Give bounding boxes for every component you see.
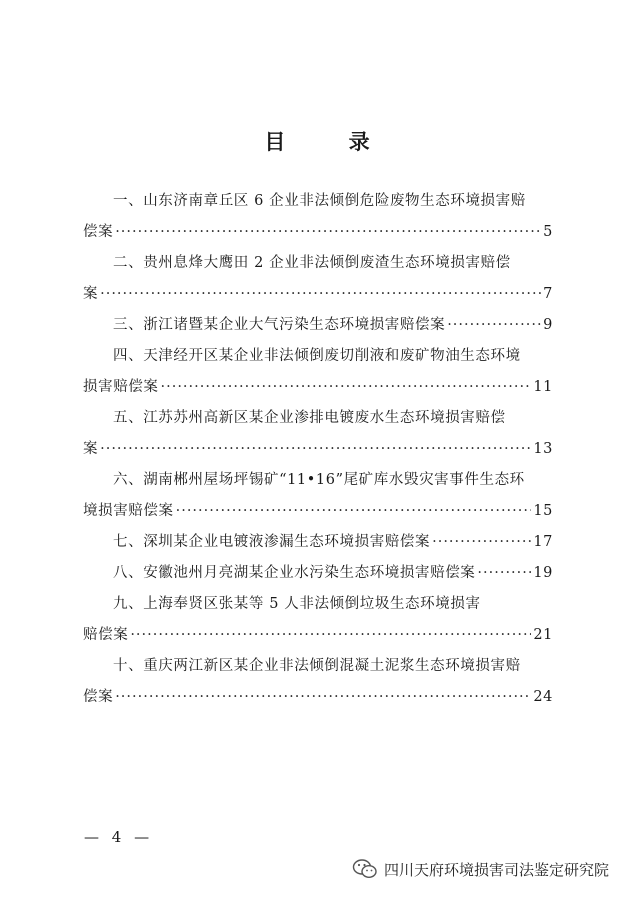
toc-entry[interactable] [83, 589, 553, 651]
leader-dots [100, 279, 541, 310]
toc-page-number: 9 [543, 317, 553, 333]
toc-page-number: 5 [543, 224, 553, 240]
toc-page-number: 21 [533, 627, 553, 643]
toc-entry[interactable] [83, 527, 553, 558]
toc-entry-title: 二、贵州息烽大鹰田 2 企业非法倾倒废渣生态环境损害赔偿 [113, 255, 511, 271]
toc-page-number: 15 [533, 503, 553, 519]
toc-entry-title-cont: 偿案 [83, 689, 114, 705]
toc-entry[interactable] [83, 558, 553, 589]
page-title: 目 录 [264, 130, 398, 154]
toc-page-number: 7 [543, 286, 553, 302]
watermark-text: 四川天府环境损害司法鉴定研究院 [384, 860, 610, 879]
account-watermark [352, 858, 609, 880]
leader-dots [447, 310, 541, 341]
toc-entry-title: 七、深圳某企业电镀液渗漏生态环境损害赔偿案 [113, 534, 431, 550]
leader-dots [477, 558, 531, 589]
toc-entry[interactable] [83, 248, 553, 310]
toc-entry[interactable] [83, 186, 553, 248]
toc-entry-title: 一、山东济南章丘区 6 企业非法倾倒危险废物生态环境损害赔 [113, 193, 526, 209]
toc-entry-title: 六、湖南郴州屋场坪锡矿“11•16”尾矿库水毁灾害事件生态环 [113, 472, 525, 488]
toc-page-number: 11 [533, 379, 553, 395]
toc-entry[interactable] [83, 403, 553, 465]
footer-page-number: — 4 — [84, 828, 154, 846]
toc-entry-title-cont: 损害赔偿案 [83, 379, 159, 395]
toc-entry-title: 九、上海奉贤区张某等 5 人非法倾倒垃圾生态环境损害 [113, 596, 481, 612]
toc-page-number: 24 [533, 689, 553, 705]
table-of-contents [83, 186, 553, 713]
toc-page-number: 19 [533, 565, 553, 581]
toc-entry-title-cont: 赔偿案 [83, 627, 129, 643]
toc-entry-title-cont: 案 [83, 441, 99, 457]
toc-entry-title-cont: 案 [83, 286, 99, 302]
wechat-icon [352, 858, 378, 880]
toc-entry-title: 八、安徽池州月亮湖某企业水污染生态环境损害赔偿案 [113, 565, 476, 581]
toc-entry[interactable] [83, 310, 553, 341]
toc-entry-title: 三、浙江诸暨某企业大气污染生态环境损害赔偿案 [113, 317, 446, 333]
leader-dots [115, 217, 541, 248]
leader-dots [130, 620, 531, 651]
leader-dots [161, 372, 532, 403]
toc-entry-title: 四、天津经开区某企业非法倾倒废切削液和废矿物油生态环境 [113, 348, 521, 364]
toc-entry[interactable] [83, 651, 553, 713]
toc-entry-title: 五、江苏苏州高新区某企业渗排电镀废水生态环境损害赔偿 [113, 410, 506, 426]
toc-page-number: 17 [533, 534, 553, 550]
toc-entry-title-cont: 境损害赔偿案 [83, 503, 174, 519]
toc-page-number: 13 [533, 441, 553, 457]
leader-dots [176, 496, 532, 527]
toc-entry-title: 十、重庆两江新区某企业非法倾倒混凝土泥浆生态环境损害赔 [113, 658, 521, 674]
toc-entry[interactable] [83, 341, 553, 403]
leader-dots [115, 682, 531, 713]
toc-entry-title-cont: 偿案 [83, 224, 114, 240]
leader-dots [432, 527, 531, 558]
leader-dots [100, 434, 531, 465]
toc-entry[interactable] [83, 465, 553, 527]
